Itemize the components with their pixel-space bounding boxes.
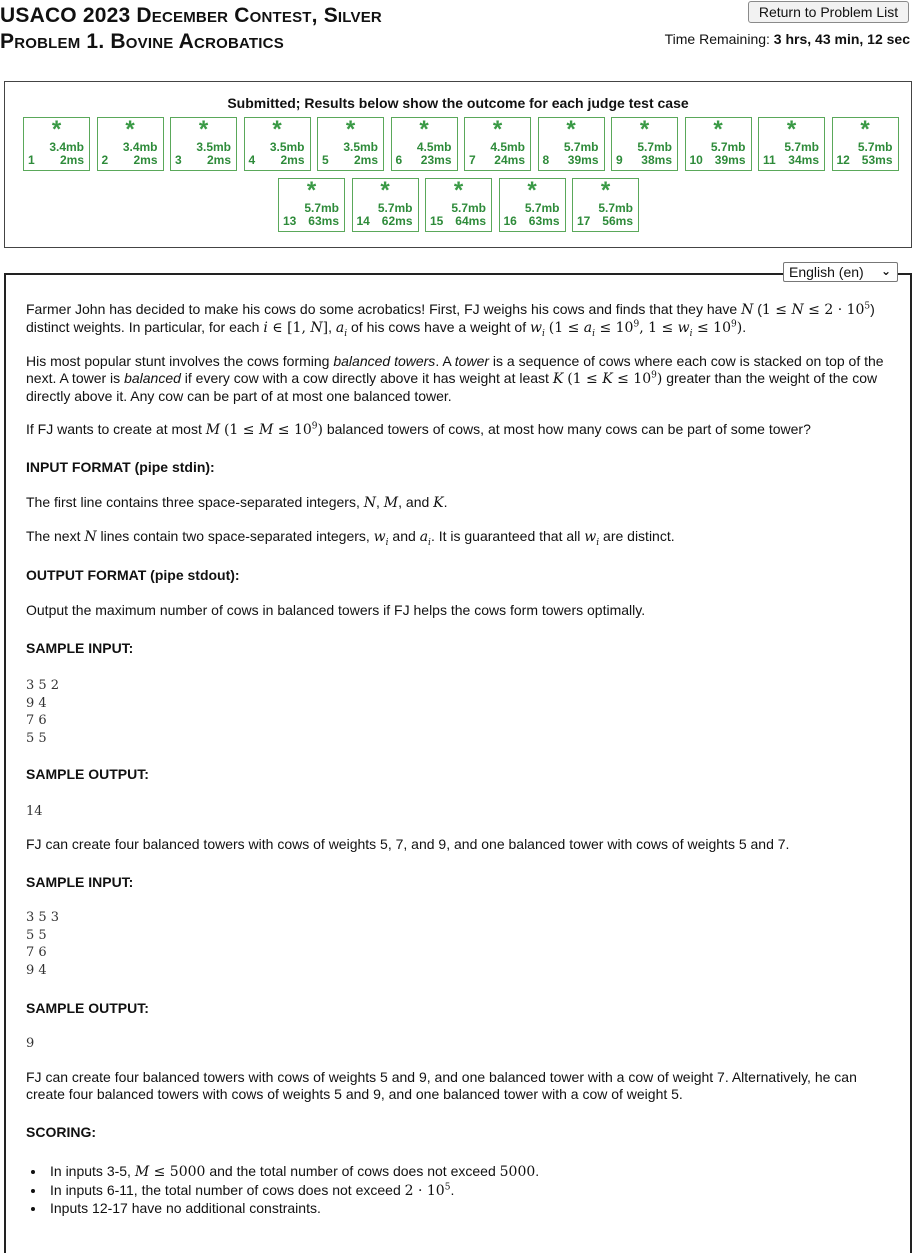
test-case-memory: 5.7mb: [784, 140, 819, 154]
test-case-time: 62ms: [381, 214, 413, 228]
passed-star-icon: *: [492, 116, 503, 143]
test-case-time: 53ms: [861, 153, 893, 167]
test-case-time: 63ms: [308, 214, 339, 228]
test-case-time: 56ms: [602, 214, 633, 228]
time-remaining: Time Remaining: 3 hrs, 43 min, 12 sec: [664, 31, 910, 47]
passed-star-icon: *: [566, 116, 576, 143]
sample-input-1: 3 5 2 9 4 7 6 5 5: [26, 678, 60, 746]
passed-star-icon: *: [786, 116, 797, 143]
passed-star-icon: *: [527, 177, 537, 204]
test-case-number: 13: [283, 214, 297, 228]
test-case-13[interactable]: [278, 178, 345, 232]
test-case-number: 9: [616, 153, 623, 167]
test-case-16[interactable]: [499, 178, 566, 232]
test-case-memory: 5.7mb: [377, 201, 413, 215]
test-case-time: 34ms: [788, 153, 819, 167]
test-case-memory: 5.7mb: [710, 140, 746, 154]
return-to-problem-list-button[interactable]: Return to Problem List: [748, 1, 909, 23]
sample-output-1: 14: [26, 804, 43, 819]
sample-input-2: 3 5 3 5 5 7 6 9 4: [26, 910, 60, 978]
test-case-time: 2ms: [133, 153, 158, 167]
test-case-memory: 5.7mb: [524, 201, 560, 215]
test-case-11[interactable]: [758, 117, 825, 171]
input-format-heading: INPUT FORMAT (pipe stdin):: [26, 459, 215, 475]
sample-output-2-heading: SAMPLE OUTPUT:: [26, 1000, 149, 1016]
test-case-memory: 3.4mb: [49, 140, 84, 154]
intro-paragraph-1: Farmer John has decided to make his cows do some acrobatics! First, FJ weighs his cows and finds that they have N $(1 \le N \le 2 \cdot 10^5)$ distinct weights. In particular, for each i ∈ [1, N], $a_i$ of his cows have a weight of $w_i$ ($1 \le a_i \le 10^9$, $1 \le w_i \le 10^9$).: [26, 301, 875, 339]
input-format-line-2: The next N lines contain two space-separated integers, $w_i$ and $a_i$. It is guaranteed that all $w_i$ are distinct.: [26, 528, 675, 548]
sample-input-1-heading: SAMPLE INPUT:: [26, 640, 134, 656]
test-case-4[interactable]: [244, 117, 311, 171]
test-case-14[interactable]: [352, 178, 419, 232]
input-format-line-1: The first line contains three space-separated integers, N, M, and K.: [26, 494, 448, 511]
test-case-3[interactable]: [170, 117, 237, 171]
test-case-17[interactable]: [572, 178, 639, 232]
sample-1-explanation: FJ can create four balanced towers with cows of weights 5, 7, and 9, and one balanced tower with cows of weights 5 and 7.: [26, 836, 790, 852]
test-case-2[interactable]: [97, 117, 164, 171]
test-case-time: 24ms: [494, 153, 525, 167]
sample-input-2-heading: SAMPLE INPUT:: [26, 874, 134, 890]
test-case-7[interactable]: [464, 117, 531, 171]
test-case-memory: 5.7mb: [451, 201, 486, 215]
chevron-down-icon: ⌄: [880, 264, 891, 278]
test-case-memory: 3.5mb: [269, 140, 305, 154]
test-case-number: 4: [248, 153, 256, 167]
intro-paragraph-3: If FJ wants to create at most M $(1 \le M \le 10^9)$ balanced towers of cows, at most how many cows can be part of some tower?: [26, 421, 811, 438]
output-format-text: Output the maximum number of cows in balanced towers if FJ helps the cows form towers optimally.: [26, 602, 646, 618]
intro-paragraph-2: His most popular stunt involves the cows forming balanced towers. A tower is a sequence of cows where each cow is stacked on top of the next. A tower is balanced if every cow with a cow directly above it has weight at least K $(1 \le K \le 10^9)$ greater than the weight of the cow directly above it. Any cow can be part of at most one balanced tower.: [26, 353, 884, 404]
test-case-memory: 4.5mb: [490, 140, 525, 154]
test-case-15[interactable]: [425, 178, 492, 232]
test-case-number: 10: [689, 153, 703, 167]
test-case-number: 1: [28, 153, 35, 167]
passed-star-icon: *: [860, 116, 870, 143]
test-case-number: 11: [763, 153, 776, 167]
problem-title: Problem 1. Bovine Acrobatics: [0, 30, 284, 53]
test-case-time: 64ms: [455, 214, 486, 228]
results-title: Submitted; Results below show the outcome for each judge test case: [227, 95, 689, 111]
passed-star-icon: *: [419, 116, 429, 143]
passed-star-icon: *: [380, 177, 390, 204]
sample-2-explanation: FJ can create four balanced towers with cows of weights 5 and 9, and one balanced tower with a cow of weight 7. Alternatively, he can create four balanced towers with cows of weights 5 and 9, and one balanced tower with a cow of weight 5.: [26, 1069, 857, 1102]
scoring-item: • Inputs 12-17 have no additional constraints.: [46, 1200, 539, 1218]
test-case-number: 2: [101, 153, 109, 167]
test-case-8[interactable]: [538, 117, 605, 171]
test-case-1[interactable]: [23, 117, 90, 171]
test-case-memory: 5.7mb: [304, 201, 339, 215]
test-case-memory: 3.5mb: [196, 140, 231, 154]
test-case-9[interactable]: [611, 117, 678, 171]
test-case-number: 3: [175, 153, 182, 167]
test-case-time: 2ms: [280, 153, 305, 167]
test-case-time: 2ms: [59, 153, 84, 167]
contest-title: USACO 2023 December Contest, Silver: [0, 4, 382, 27]
test-case-number: 5: [322, 153, 329, 167]
passed-star-icon: *: [198, 116, 209, 143]
test-case-memory: 4.5mb: [416, 140, 452, 154]
passed-star-icon: *: [639, 116, 650, 143]
passed-star-icon: *: [125, 116, 135, 143]
test-case-10[interactable]: [685, 117, 752, 171]
time-remaining-value: 3 hrs, 43 min, 12 sec: [773, 31, 910, 47]
test-case-number: 17: [577, 214, 591, 228]
test-case-number: 12: [836, 153, 850, 167]
problem-statement-panel: [4, 273, 912, 1253]
passed-star-icon: *: [306, 177, 317, 204]
test-case-5[interactable]: [317, 117, 384, 171]
scoring-item: • In inputs 3-5, M ≤ 5000 and the total number of cows does not exceed 5000.: [46, 1163, 539, 1182]
passed-star-icon: *: [272, 116, 282, 143]
test-case-memory: 5.7mb: [857, 140, 893, 154]
passed-star-icon: *: [453, 177, 464, 204]
scoring-item: • In inputs 6-11, the total number of cows does not exceed $2 \cdot 10^5$.: [46, 1182, 539, 1201]
test-case-time: 23ms: [420, 153, 452, 167]
results-panel: [4, 81, 912, 248]
test-case-time: 39ms: [714, 153, 746, 167]
test-case-memory: 3.5mb: [343, 140, 378, 154]
test-case-memory: 5.7mb: [563, 140, 599, 154]
passed-star-icon: *: [713, 116, 723, 143]
scoring-list: [26, 1163, 539, 1218]
test-case-number: 14: [356, 214, 370, 228]
test-case-memory: 5.7mb: [637, 140, 672, 154]
test-case-number: 15: [430, 214, 444, 228]
test-case-time: 2ms: [206, 153, 231, 167]
test-case-number: 8: [542, 153, 550, 167]
passed-star-icon: *: [345, 116, 356, 143]
language-select[interactable]: English (en) ⌄: [783, 262, 898, 282]
passed-star-icon: *: [51, 116, 62, 143]
test-case-12[interactable]: [832, 117, 899, 171]
test-case-time: 38ms: [641, 153, 672, 167]
test-case-number: 7: [469, 153, 476, 167]
test-case-6[interactable]: [391, 117, 458, 171]
scoring-heading: SCORING:: [26, 1124, 96, 1140]
test-case-memory: 3.4mb: [122, 140, 158, 154]
test-case-number: 16: [503, 214, 517, 228]
test-case-number: 6: [395, 153, 403, 167]
test-case-time: 2ms: [353, 153, 378, 167]
test-case-time: 39ms: [567, 153, 599, 167]
test-case-memory: 5.7mb: [598, 201, 633, 215]
output-format-heading: OUTPUT FORMAT (pipe stdout):: [26, 567, 240, 583]
sample-output-2: 9: [26, 1036, 35, 1051]
test-case-time: 63ms: [528, 214, 560, 228]
sample-output-1-heading: SAMPLE OUTPUT:: [26, 766, 149, 782]
passed-star-icon: *: [600, 177, 611, 204]
